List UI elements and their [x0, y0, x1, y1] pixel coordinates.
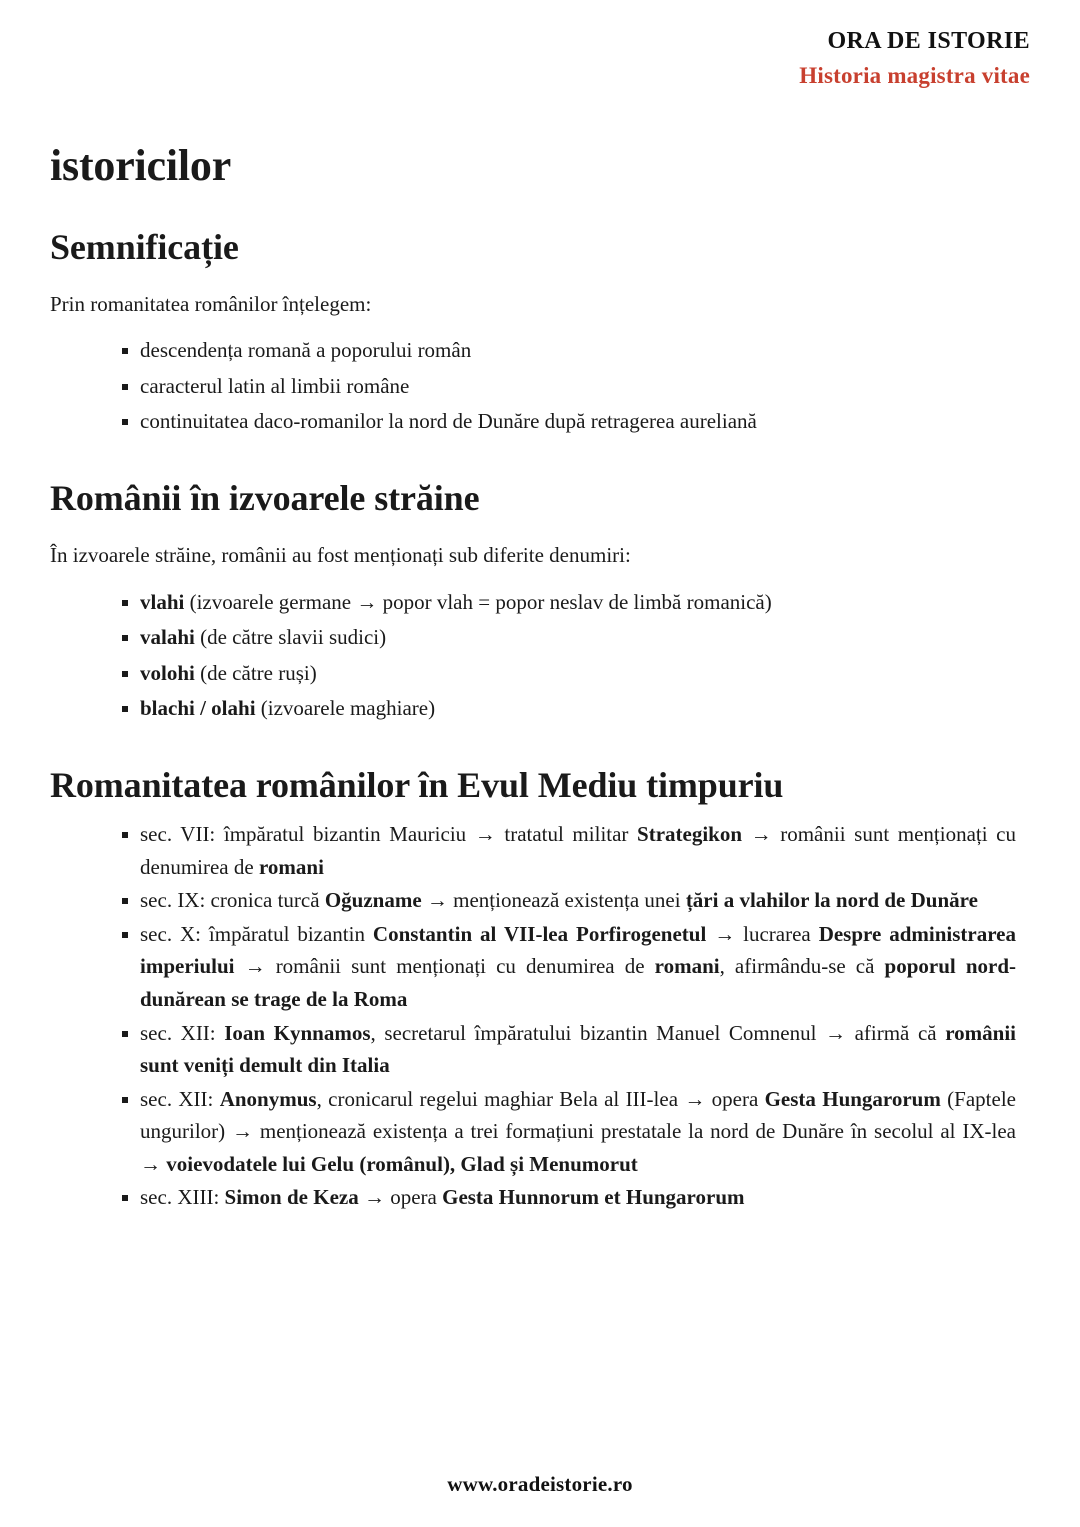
list-item: sec. VII: împăratul bizantin Mauriciu → tratatul militar Strategikon → românii sunt menționați cu denumirea de romani	[122, 818, 1030, 883]
list-item: caracterul latin al limbii române	[122, 370, 1030, 403]
page-title: istoricilor	[50, 141, 232, 191]
section-heading-semnificatie: Semnificație	[50, 226, 239, 267]
list-item: descendența romană a poporului român	[122, 334, 1030, 367]
footer-url: www.oradeistorie.ro	[447, 1472, 633, 1496]
list-item: sec. XIII: Simon de Keza → opera Gesta Hunnorum et Hungarorum	[122, 1181, 1030, 1214]
document-header	[50, 0, 1030, 90]
list-evul-mediu	[50, 818, 1030, 1214]
site-brand-title: ORA DE ISTORIE	[827, 28, 1030, 54]
list-item: sec. XII: Ioan Kynnamos, secretarul împăratului bizantin Manuel Comnenul → afirmă că românii sunt veniți demult din Italia	[122, 1017, 1030, 1082]
list-item: continuitatea daco-romanilor la nord de Dunăre după retragerea aureliană	[122, 405, 1030, 438]
section-lead-semnificatie: Prin romanitatea românilor înțelegem:	[50, 291, 372, 316]
site-motto: Historia magistra vitae	[799, 62, 1030, 88]
list-item: sec. IX: cronica turcă Oğuzname → menționează existența unei țări a vlahilor la nord de Dunăre	[122, 884, 1030, 917]
list-item: valahi (de către slavii sudici)	[122, 621, 1030, 654]
section-heading-izvoare-straine: Românii în izvoarele străine	[50, 477, 480, 518]
list-item: sec. XII: Anonymus, cronicarul regelui maghiar Bela al III-lea → opera Gesta Hungarorum (Faptele ungurilor) → menționează existența a trei formațiuni prestatale la nord de Dunăre în secolul al IX-lea → voievodatele lui Gelu (românul), Glad și Menumorut	[122, 1083, 1030, 1181]
section-heading-evul-mediu: Romanitatea românilor în Evul Mediu timpuriu	[50, 764, 784, 805]
list-item: vlahi (izvoarele germane → popor vlah = popor neslav de limbă romanică)	[122, 586, 1030, 619]
list-semnificatie	[50, 334, 1030, 438]
list-denumiri-straine	[50, 586, 1030, 725]
list-item: blachi / olahi (izvoarele maghiare)	[122, 692, 1030, 725]
section-lead-izvoare-straine: În izvoarele străine, românii au fost menționați sub diferite denumiri:	[50, 543, 631, 568]
list-item: volohi (de către ruși)	[122, 657, 1030, 690]
list-item: sec. X: împăratul bizantin Constantin al VII-lea Porfirogenetul → lucrarea Despre administrarea imperiului → românii sunt menționați cu denumirea de romani, afirmându-se că poporul nord-dunărean se trage de la Roma	[122, 918, 1030, 1016]
